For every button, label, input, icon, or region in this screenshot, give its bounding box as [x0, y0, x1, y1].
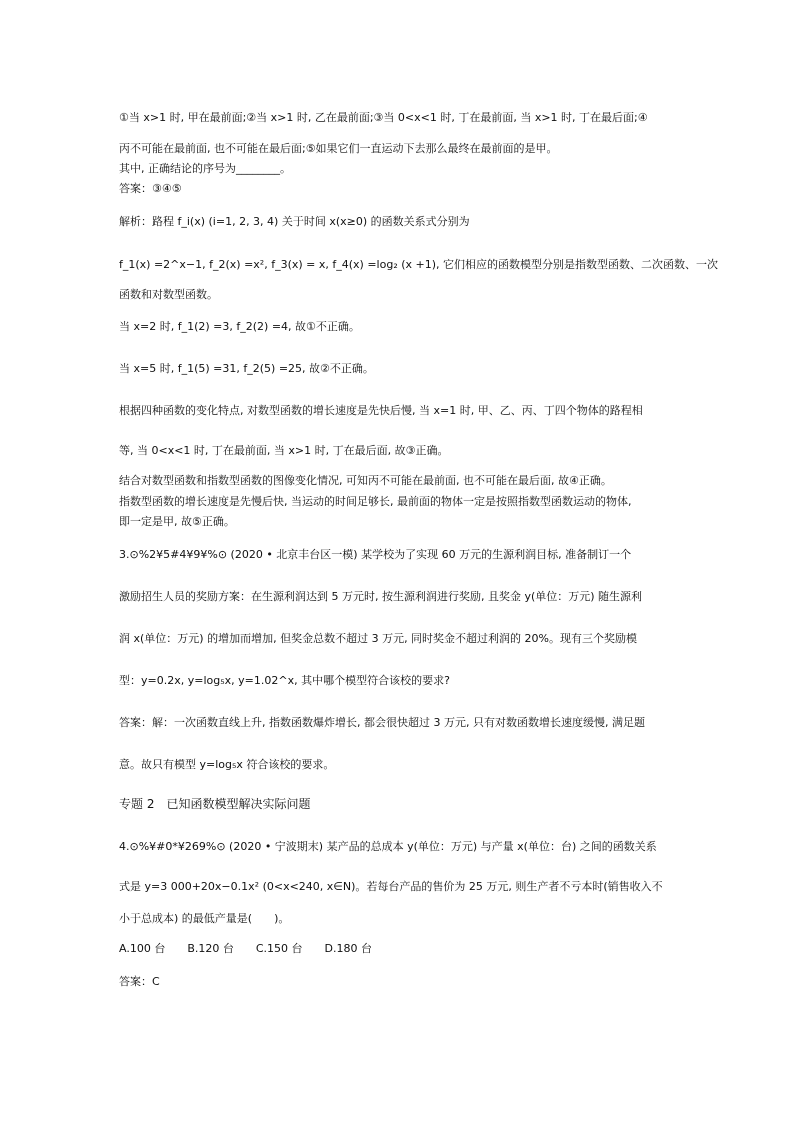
analysis-line: 解析：路程 f_i(x) (i=1, 2, 3, 4) 关于时间 x(x≥0) 的函数关系式分别为 — [119, 215, 470, 228]
section-heading: 专题 2 已知函数模型解决实际问题 — [119, 797, 311, 811]
answer-line: 意。故只有模型 y=log₅x 符合该校的要求。 — [119, 758, 335, 771]
question-line: 激励招生人员的奖励方案：在生源利润达到 5 万元时, 按生源利润进行奖励, 且奖金 y(单位：万元) 随生源利 — [119, 590, 643, 603]
text-line: 根据四种函数的变化特点, 对数型函数的增长速度是先快后慢, 当 x=1 时, 甲、乙、丙、丁四个物体的路程相 — [119, 404, 643, 417]
question-line: 3.⊙%2¥5#4¥9¥%⊙ (2020 • 北京丰台区一模) 某学校为了实现 60 万元的生源利润目标, 准备制订一个 — [119, 548, 632, 561]
question-line: 润 x(单位：万元) 的增加而增加, 但奖金总数不超过 3 万元, 同时奖金不超过利润的 20%。现有三个奖励模 — [119, 632, 638, 645]
answer-line: 答案：③④⑤ — [119, 182, 182, 195]
text-line: 其中, 正确结论的序号为________。 — [119, 162, 291, 175]
question-line: 式是 y=3 000+20x−0.1x² (0<x<240, x∈N)。若每台产品的售价为 25 万元, 则生产者不亏本时(销售收入不 — [119, 880, 663, 893]
text-line: 函数和对数型函数。 — [119, 288, 218, 301]
question-line: 4.⊙%¥#0*¥269%⊙ (2020 • 宁波期末) 某产品的总成本 y(单位：万元) 与产量 x(单位：台) 之间的函数关系 — [119, 840, 657, 853]
question-line: 小于总成本) 的最低产量是( )。 — [119, 912, 290, 925]
answer-line: 答案：解：一次函数直线上升, 指数函数爆炸增长, 都会很快超过 3 万元, 只有对数函数增长速度缓慢, 满足题 — [119, 716, 645, 729]
text-line: 指数型函数的增长速度是先慢后快, 当运动的时间足够长, 最前面的物体一定是按照指数型函数运动的物体, — [119, 495, 632, 508]
text-line: 当 x=2 时, f_1(2) =3, f_2(2) =4, 故①不正确。 — [119, 320, 360, 333]
text-line: 当 x=5 时, f_1(5) =31, f_2(5) =25, 故②不正确。 — [119, 362, 374, 375]
options-line: A.100 台 B.120 台 C.150 台 D.180 台 — [119, 942, 372, 955]
text-line: 等, 当 0<x<1 时, 丁在最前面, 当 x>1 时, 丁在最后面, 故③正确。 — [119, 444, 449, 457]
text-line: 即一定是甲, 故⑤正确。 — [119, 515, 235, 528]
answer-line: 答案：C — [119, 975, 160, 988]
text-line: 丙不可能在最前面, 也不可能在最后面;⑤如果它们一直运动下去那么最终在最前面的是甲。 — [119, 142, 558, 155]
text-line: ①当 x>1 时, 甲在最前面;②当 x>1 时, 乙在最前面;③当 0<x<1 时, 丁在最前面, 当 x>1 时, 丁在最后面;④ — [119, 111, 648, 124]
question-line: 型：y=0.2x, y=log₅x, y=1.02^x, 其中哪个模型符合该校的要求? — [119, 674, 450, 687]
text-line: f_1(x) =2^x−1, f_2(x) =x², f_3(x) = x, f_4(x) =log₂ (x +1), 它们相应的函数模型分别是指数型函数、二次函数、一次 — [119, 258, 719, 271]
text-line: 结合对数型函数和指数型函数的图像变化情况, 可知丙不可能在最前面, 也不可能在最后面, 故④正确。 — [119, 474, 612, 487]
